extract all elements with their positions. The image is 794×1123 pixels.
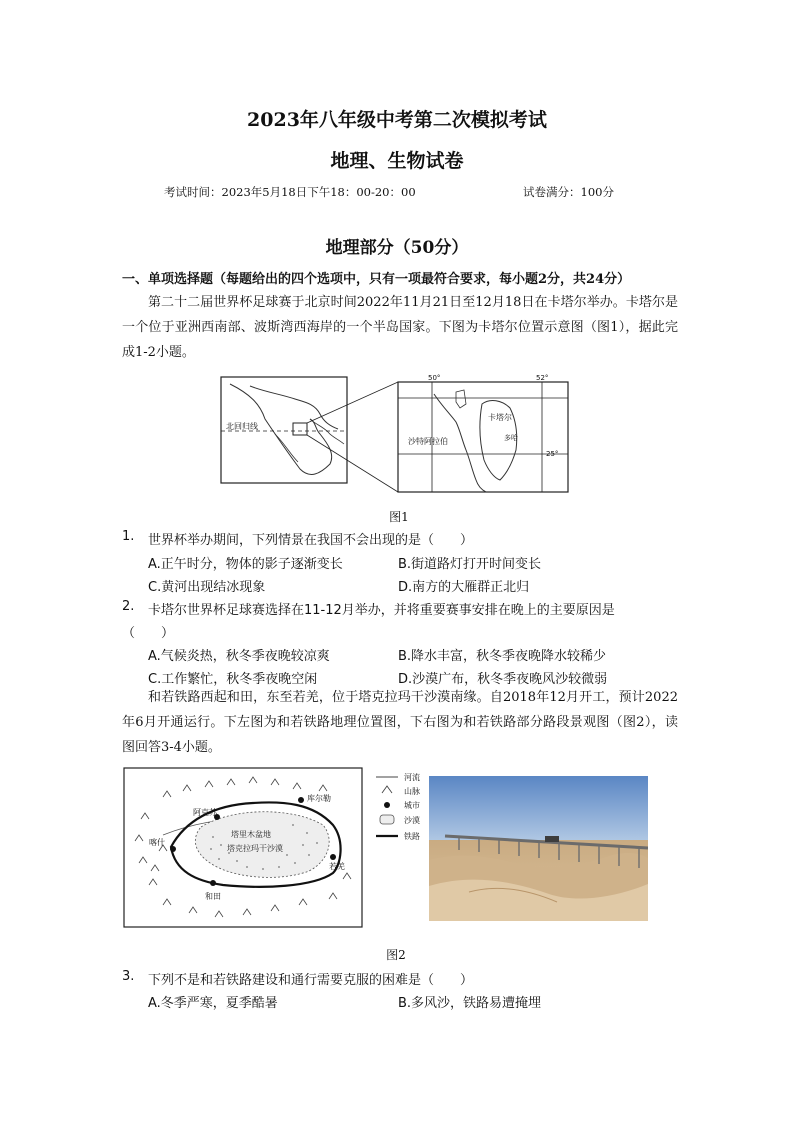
label-lat-25: 25° — [546, 450, 559, 458]
question-2-number: 2. — [122, 599, 135, 614]
legend-river: 河流 — [404, 773, 420, 782]
label-qatar: 卡塔尔 — [488, 413, 512, 422]
exam-subtitle: 地理、生物试卷 — [330, 150, 464, 172]
figure-2-railway-map — [123, 767, 363, 929]
q3-option-b[interactable]: B.多风沙，铁路易遭掩埋 — [398, 996, 542, 1011]
label-saudi: 沙特阿拉伯 — [408, 437, 448, 446]
q1-option-c[interactable]: C.黄河出现结冰现象 — [148, 580, 266, 595]
question-3-number: 3. — [122, 969, 135, 984]
legend-railway: 铁路 — [404, 832, 420, 841]
q2-option-b[interactable]: B.降水丰富，秋冬季夜晚降水较稀少 — [398, 649, 607, 664]
legend-desert: 沙漠 — [404, 816, 420, 825]
label-tropic: 北回归线 — [226, 422, 258, 431]
label-ruoqiang: 若羌 — [329, 862, 345, 871]
q1-option-b[interactable]: B.街道路灯打开时间变长 — [398, 557, 542, 572]
label-lon-52: 52° — [536, 374, 549, 382]
figure-1-caption: 图1 — [389, 510, 409, 524]
q1-option-d[interactable]: D.南方的大雁群正北归 — [398, 580, 530, 595]
legend-mountain: 山脉 — [404, 787, 420, 796]
section-title: 地理部分（50分） — [325, 238, 469, 258]
passage-1 — [122, 290, 678, 365]
q2-option-d[interactable]: D.沙漠广布，秋冬季夜晚风沙较微弱 — [398, 672, 608, 687]
label-lon-50: 50° — [428, 374, 441, 382]
legend-city: 城市 — [404, 801, 420, 810]
q2-bracket: （ ） — [122, 626, 175, 641]
question-3-text: 下列不是和若铁路建设和通行需要克服的困难是（ ） — [148, 973, 474, 988]
label-kashgar: 喀什 — [149, 838, 165, 847]
passage-2 — [122, 685, 678, 760]
q2-option-a[interactable]: A.气候炎热，秋冬季夜晚较凉爽 — [148, 649, 330, 664]
exam-title: 2023年八年级中考第二次模拟考试 — [247, 109, 547, 131]
question-2-text: 卡塔尔世界杯足球赛选择在11-12月举办，并将重要赛事安排在晚上的主要原因是 — [148, 603, 615, 618]
label-tarim-basin: 塔里木盆地 — [231, 830, 271, 839]
label-doha: 多哈 — [504, 434, 518, 442]
q3-option-a[interactable]: A.冬季严寒，夏季酷暑 — [148, 996, 278, 1011]
passage-2-text: 和若铁路西起和田，东至若羌，位于塔克拉玛干沙漠南缘。自2018年12月开工，预计2022年6月开通运行。下左图为和若铁路地理位置图，下右图为和若铁路部分路段景观图（图2），读图回答3-4小题。 — [122, 690, 678, 755]
passage-1-text: 第二十二届世界杯足球赛于北京时间2022年11月21日至12月18日在卡塔尔举办。卡塔尔是一个位于亚洲西南部、波斯湾西海岸的一个半岛国家。下图为卡塔尔位置示意图（图1），据此完成1-2小题。 — [122, 295, 678, 360]
label-taklamakan: 塔克拉玛干沙漠 — [227, 844, 283, 853]
figure-2-landscape-photo — [429, 776, 648, 921]
figure-2-legend — [374, 771, 428, 853]
label-korla: 库尔勒 — [307, 794, 331, 803]
exam-time: 考试时间：2023年5月18日下午18：00-20：00 — [164, 185, 416, 199]
q1-option-a[interactable]: A.正午时分，物体的影子逐渐变长 — [148, 557, 343, 572]
q2-option-c[interactable]: C.工作繁忙，秋冬季夜晚空闲 — [148, 672, 318, 687]
figure-2-caption: 图2 — [386, 948, 406, 962]
label-hotan: 和田 — [205, 892, 221, 901]
label-aksu: 阿克苏 — [193, 808, 217, 817]
part-heading: 一、单项选择题（每题给出的四个选项中，只有一项最符合要求，每小题2分，共24分） — [122, 272, 631, 287]
figure-1-map — [220, 374, 572, 496]
question-1-number: 1. — [122, 529, 135, 544]
full-score: 试卷满分：100分 — [523, 185, 614, 199]
question-1-text: 世界杯举办期间，下列情景在我国不会出现的是（ ） — [148, 533, 474, 548]
